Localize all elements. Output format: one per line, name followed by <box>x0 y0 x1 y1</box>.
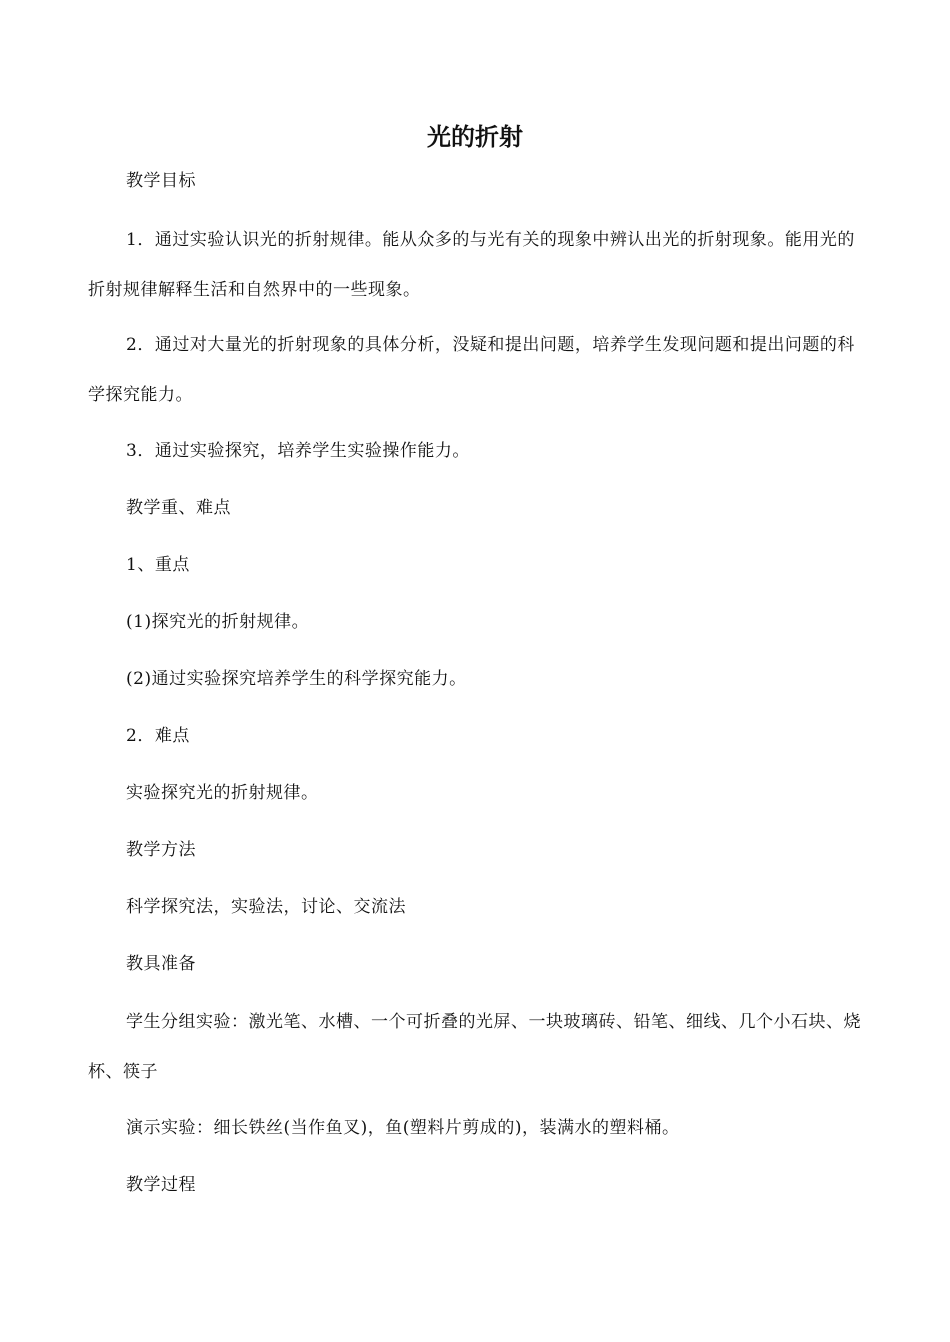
difficult-heading: 2．难点 <box>126 726 190 746</box>
tools-demo: 演示实验：细长铁丝(当作鱼叉)，鱼(塑料片剪成的)，装满水的塑料桶。 <box>126 1118 680 1138</box>
objectives-heading: 教学目标 <box>126 171 196 191</box>
key-points-heading: 1、重点 <box>126 555 190 575</box>
key-point-1: (1)探究光的折射规律。 <box>126 612 310 632</box>
difficult-1: 实验探究光的折射规律。 <box>126 783 319 803</box>
objective-2: 2．通过对大量光的折射现象的具体分析，没疑和提出问题，培养学生发现问题和提出问题的科学探究能力。 <box>88 335 855 405</box>
document-title: 光的折射 <box>427 123 523 151</box>
tools-student: 学生分组实验：激光笔、水槽、一个可折叠的光屏、一块玻璃砖、铅笔、细线、几个小石块、烧杯、筷子 <box>88 1012 861 1082</box>
key-difficult-heading: 教学重、难点 <box>126 498 231 518</box>
objective-3: 3．通过实验探究，培养学生实验操作能力。 <box>126 441 470 461</box>
tools-heading: 教具准备 <box>126 954 196 974</box>
key-point-2: (2)通过实验探究培养学生的科学探究能力。 <box>126 669 467 689</box>
process-heading: 教学过程 <box>126 1175 196 1195</box>
methods-heading: 教学方法 <box>126 840 196 860</box>
methods-text: 科学探究法，实验法，讨论、交流法 <box>126 897 406 917</box>
objective-1: 1．通过实验认识光的折射规律。能从众多的与光有关的现象中辨认出光的折射现象。能用光的折射规律解释生活和自然界中的一些现象。 <box>88 230 855 300</box>
